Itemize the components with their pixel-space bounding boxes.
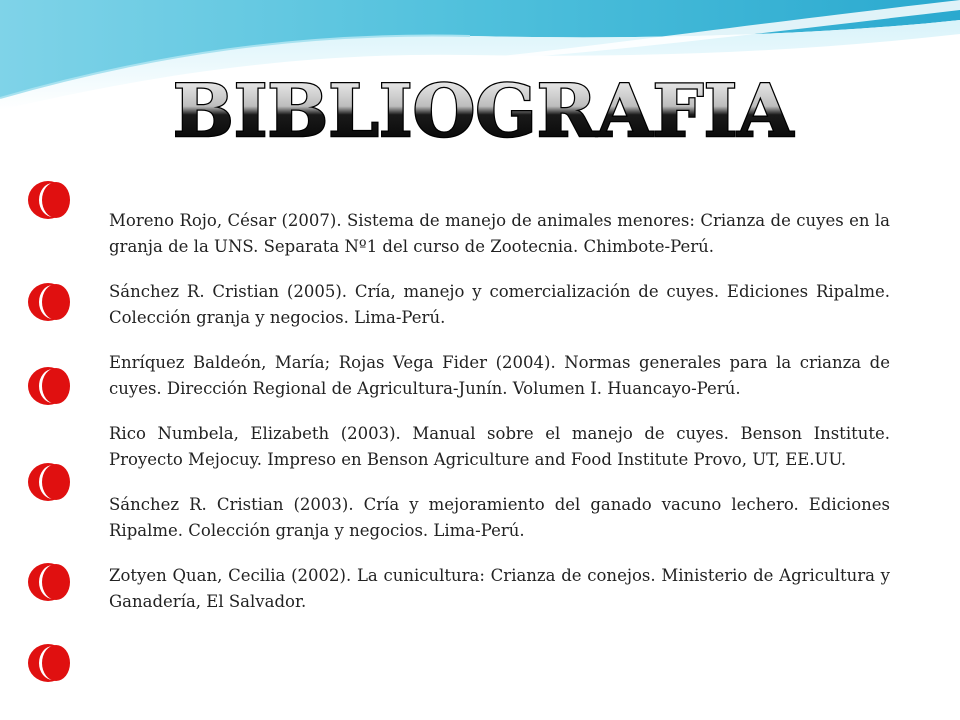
title-wordart [172,68,793,153]
reference-item: Zotyen Quan, Cecilia (2002). La cunicultura: Crianza de conejos. Ministerio de Agricultura y Ganadería, El Salvador. [109,566,890,611]
reference-list [109,208,890,634]
reference-item: Rico Numbela, Elizabeth (2003). Manual sobre el manejo de cuyes. Benson Institute. Proyecto Mejocuy. Impreso en Benson Agriculture and Food Institute Provo, UT, EE.UU. [109,424,890,469]
red-crescent-bullet-icon [26,462,70,502]
reference-item: Sánchez R. Cristian (2003). Cría y mejoramiento del ganado vacuno lechero. Ediciones Ripalme. Colección granja y negocios. Lima-Perú. [109,495,890,540]
reference-item: Enríquez Baldeón, María; Rojas Vega Fider (2004). Normas generales para la crianza de cuyes. Dirección Regional de Agricultura-Junín. Volumen I. Huancayo-Perú. [109,353,890,398]
slide-title [0,68,960,153]
reference-item: Sánchez R. Cristian (2005). Cría, manejo y comercialización de cuyes. Ediciones Ripalme. Colección granja y negocios. Lima-Perú. [109,282,890,327]
title-text: BIBLIOGRAFIA [172,68,793,153]
red-crescent-bullet-icon [26,643,70,683]
reference-item: Moreno Rojo, César (2007). Sistema de manejo de animales menores: Crianza de cuyes en la granja de la UNS. Separata Nº1 del curso de Zootecnia. Chimbote-Perú. [109,211,890,256]
red-crescent-bullet-icon [26,180,70,220]
red-crescent-bullet-icon [26,366,70,406]
red-crescent-bullet-icon [26,562,70,602]
red-crescent-bullet-icon [26,282,70,322]
